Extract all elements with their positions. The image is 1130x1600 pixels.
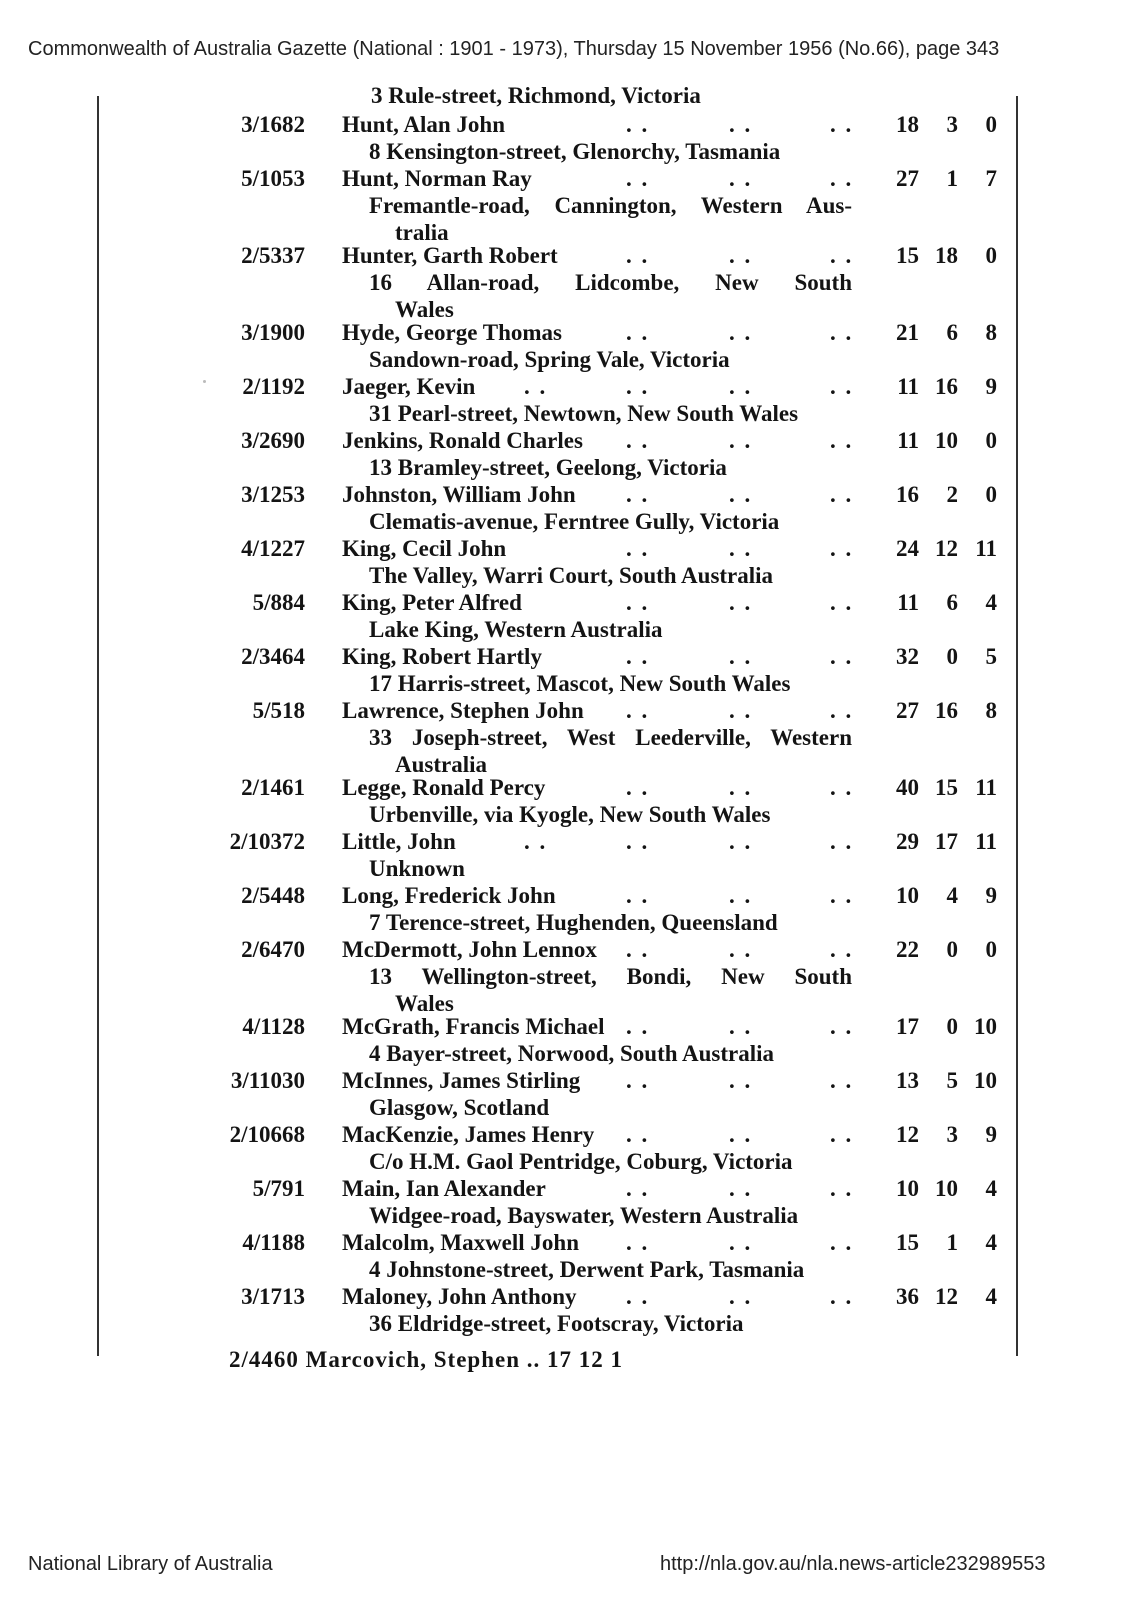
entry-address: C/o H.M. Gaol Pentridge, Coburg, Victoria	[369, 1149, 793, 1174]
entry-number: 5/791	[252, 1176, 305, 1201]
amount-pounds: 21	[896, 320, 919, 345]
entry-address: Wales	[395, 991, 454, 1016]
leader-dots: . .	[830, 482, 854, 507]
entry-address: The Valley, Warri Court, South Australia	[369, 563, 774, 588]
entry-address: 17 Harris-street, Mascot, New South Wales	[369, 671, 791, 696]
footer-library: National Library of Australia	[28, 1553, 273, 1575]
leader-dots: . .	[729, 1122, 753, 1147]
entry-name: Jenkins, Ronald Charles	[342, 428, 583, 453]
entry-number: 3/1253	[241, 482, 305, 507]
leader-dots: . .	[830, 112, 854, 137]
leader-dots: . .	[830, 166, 854, 191]
leader-dots: . .	[830, 320, 854, 345]
entry-address: Clematis-avenue, Ferntree Gully, Victoria	[369, 509, 780, 534]
amount-shillings: 6	[946, 320, 958, 345]
entry-address: Fremantle-road, Cannington, Western Aus-	[369, 193, 852, 218]
leader-dots: . .	[830, 590, 854, 615]
entry-name: Johnston, William John	[342, 482, 576, 507]
amount-pounds: 10	[896, 1176, 919, 1201]
amount-pounds: 13	[896, 1068, 919, 1093]
leader-dots: . .	[729, 937, 753, 962]
entry-name: Long, Frederick John	[342, 883, 556, 908]
amount-shillings: 17	[935, 829, 958, 854]
leader-dots: . .	[729, 428, 753, 453]
entry-address: 13 Wellington-street, Bondi, New South	[369, 964, 852, 989]
amount-pence: 11	[975, 536, 997, 561]
amount-pence: 9	[985, 883, 997, 908]
entry-address: Glasgow, Scotland	[369, 1095, 550, 1120]
amount-shillings: 16	[935, 698, 958, 723]
amount-pounds: 17	[896, 1014, 919, 1039]
leader-dots: . .	[626, 1230, 650, 1255]
amount-shillings: 18	[935, 243, 958, 268]
entry-number: 2/5337	[241, 243, 305, 268]
leader-dots: . .	[626, 829, 650, 854]
leader-dots: . .	[729, 1176, 753, 1201]
entry-name: Main, Ian Alexander	[342, 1176, 546, 1201]
leader-dots: . .	[524, 374, 548, 399]
entry-address: 4 Bayer-street, Norwood, South Australia	[369, 1041, 775, 1066]
amount-shillings: 15	[935, 775, 958, 800]
entry-name: MacKenzie, James Henry	[342, 1122, 595, 1147]
entry-address: 36 Eldridge-street, Footscray, Victoria	[369, 1311, 744, 1336]
amount-shillings: 3	[946, 1122, 958, 1147]
amount-pounds: 29	[896, 829, 919, 854]
entry-name: McGrath, Francis Michael	[342, 1014, 605, 1039]
entry-name: Little, John	[342, 829, 456, 854]
leader-dots: . .	[830, 644, 854, 669]
entry-address: 16 Allan-road, Lidcombe, New South	[369, 270, 852, 295]
entry-name: Hyde, George Thomas	[342, 320, 562, 345]
amount-shillings: 0	[946, 1014, 958, 1039]
entry-address: Lake King, Western Australia	[369, 617, 663, 642]
amount-pence: 0	[985, 937, 997, 962]
entry-address: Australia	[395, 752, 487, 777]
leader-dots: . .	[626, 590, 650, 615]
leader-dots: . .	[729, 1230, 753, 1255]
amount-pounds: 36	[896, 1284, 919, 1309]
entry-number: 2/3464	[241, 644, 305, 669]
amount-pounds: 15	[896, 243, 919, 268]
amount-shillings: 6	[946, 590, 958, 615]
amount-pence: 0	[985, 428, 997, 453]
entry-name: McDermott, John Lennox	[342, 937, 597, 962]
entry-number: 2/6470	[241, 937, 305, 962]
leader-dots: . .	[830, 536, 854, 561]
amount-pounds: 32	[896, 644, 919, 669]
amount-pence: 9	[985, 374, 997, 399]
entry-number: 4/1227	[241, 536, 305, 561]
amount-pence: 4	[985, 1230, 997, 1255]
leader-dots: . .	[626, 112, 650, 137]
amount-pence: 4	[985, 590, 997, 615]
leader-dots: . .	[830, 1284, 854, 1309]
amount-pence: 10	[974, 1014, 997, 1039]
entry-address: Unknown	[369, 856, 465, 881]
amount-pounds: 16	[896, 482, 919, 507]
amount-pence: 0	[985, 243, 997, 268]
leader-dots: . .	[729, 374, 753, 399]
entry-address: Wales	[395, 297, 454, 322]
leader-dots: . .	[626, 644, 650, 669]
amount-pence: 4	[985, 1176, 997, 1201]
leader-dots: . .	[729, 1068, 753, 1093]
entry-number: 5/1053	[241, 166, 305, 191]
leader-dots: . .	[830, 937, 854, 962]
entry-address: Sandown-road, Spring Vale, Victoria	[369, 347, 730, 372]
amount-shillings: 1	[946, 166, 958, 191]
leader-dots: . .	[626, 1014, 650, 1039]
leader-dots: . .	[729, 112, 753, 137]
amount-shillings: 10	[935, 428, 958, 453]
scan-speck	[203, 380, 206, 383]
entry-address: Urbenville, via Kyogle, New South Wales	[369, 802, 771, 827]
entry-name: Malcolm, Maxwell John	[342, 1230, 579, 1255]
leader-dots: . .	[626, 374, 650, 399]
leader-dots: . .	[626, 883, 650, 908]
partial-address-line: 3 Rule-street, Richmond, Victoria	[371, 83, 701, 108]
leader-dots: . .	[729, 829, 753, 854]
leader-dots: . .	[626, 1176, 650, 1201]
leader-dots: . .	[830, 428, 854, 453]
leader-dots: . .	[830, 1122, 854, 1147]
entry-address: tralia	[395, 220, 449, 245]
leader-dots: . .	[626, 243, 650, 268]
entry-number: 3/1900	[241, 320, 305, 345]
entry-number: 5/518	[252, 698, 305, 723]
amount-shillings: 12	[935, 1284, 958, 1309]
entry-number: 3/1682	[241, 112, 305, 137]
leader-dots: . .	[830, 775, 854, 800]
leader-dots: . .	[830, 829, 854, 854]
entry-number: 3/2690	[241, 428, 305, 453]
leader-dots: . .	[729, 1284, 753, 1309]
amount-pounds: 11	[897, 374, 919, 399]
partial-entry-line	[99, 1347, 623, 1373]
leader-dots: . .	[830, 1014, 854, 1039]
amount-pence: 0	[985, 112, 997, 137]
amount-pence: 10	[974, 1068, 997, 1093]
entry-address: 33 Joseph-street, West Leederville, Western	[369, 725, 852, 750]
leader-dots: . .	[626, 1068, 650, 1093]
amount-pounds: 24	[896, 536, 919, 561]
amount-pence: 0	[985, 482, 997, 507]
amount-shillings: 4	[946, 883, 958, 908]
entry-address: 13 Bramley-street, Geelong, Victoria	[369, 455, 727, 480]
amount-shillings: 0	[946, 937, 958, 962]
footer-url[interactable]: http://nla.gov.au/nla.news-article232989553	[660, 1553, 1046, 1575]
leader-dots: . .	[729, 590, 753, 615]
entry-name: Legge, Ronald Percy	[342, 775, 546, 800]
leader-dots: . .	[626, 698, 650, 723]
amount-pence: 8	[985, 320, 997, 345]
amount-shillings: 16	[935, 374, 958, 399]
leader-dots: . .	[729, 482, 753, 507]
entry-name: King, Cecil John	[342, 536, 507, 561]
amount-shillings: 5	[946, 1068, 958, 1093]
page-citation: Commonwealth of Australia Gazette (National : 1901 - 1973), Thursday 15 November 1956 (No.66), page 343	[28, 38, 1000, 60]
entry-address: 7 Terence-street, Hughenden, Queensland	[369, 910, 778, 935]
leader-dots: . .	[626, 482, 650, 507]
leader-dots: . .	[626, 1284, 650, 1309]
leader-dots: . .	[626, 428, 650, 453]
amount-pounds: 27	[896, 698, 919, 723]
entry-name: Hunt, Norman Ray	[342, 166, 532, 191]
amount-pence: 9	[985, 1122, 997, 1147]
entry-address: 8 Kensington-street, Glenorchy, Tasmania	[369, 139, 781, 164]
leader-dots: . .	[830, 1176, 854, 1201]
leader-dots: . .	[729, 775, 753, 800]
entry-number: 2/1461	[241, 775, 305, 800]
leader-dots: . .	[830, 698, 854, 723]
amount-shillings: 1	[946, 1230, 958, 1255]
leader-dots: . .	[729, 698, 753, 723]
amount-shillings: 2	[946, 482, 958, 507]
amount-pence: 7	[985, 166, 997, 191]
leader-dots: . .	[729, 536, 753, 561]
leader-dots: . .	[830, 1068, 854, 1093]
amount-pence: 8	[985, 698, 997, 723]
amount-shillings: 12	[935, 536, 958, 561]
amount-pounds: 27	[896, 166, 919, 191]
amount-shillings: 10	[935, 1176, 958, 1201]
entry-name: Maloney, John Anthony	[342, 1284, 577, 1309]
entry-number: 2/1192	[242, 374, 305, 399]
scanned-article	[97, 83, 1018, 1372]
entry-name: King, Robert Hartly	[342, 644, 542, 669]
entry-number: 2/10372	[229, 829, 305, 854]
amount-pence: 11	[975, 829, 997, 854]
leader-dots: . .	[729, 883, 753, 908]
leader-dots: . .	[729, 166, 753, 191]
amount-pounds: 22	[896, 937, 919, 962]
leader-dots: . .	[626, 166, 650, 191]
leader-dots: . .	[729, 243, 753, 268]
partial-entry-text: 2/4460 Marcovich, Stephen .. 17 12 1	[229, 1347, 623, 1372]
leader-dots: . .	[626, 536, 650, 561]
leader-dots: . .	[626, 1122, 650, 1147]
leader-dots: . .	[830, 1230, 854, 1255]
amount-pence: 11	[975, 775, 997, 800]
amount-pounds: 11	[897, 590, 919, 615]
entry-name: Jaeger, Kevin	[342, 374, 476, 399]
entry-number: 4/1128	[242, 1014, 305, 1039]
entry-name: McInnes, James Stirling	[342, 1068, 581, 1093]
leader-dots: . .	[830, 374, 854, 399]
amount-pence: 5	[985, 644, 997, 669]
entry-number: 3/11030	[230, 1068, 305, 1093]
amount-pounds: 11	[897, 428, 919, 453]
leader-dots: . .	[830, 883, 854, 908]
leader-dots: . .	[524, 829, 548, 854]
entry-address: 4 Johnstone-street, Derwent Park, Tasmania	[369, 1257, 805, 1282]
entry-number: 5/884	[252, 590, 305, 615]
leader-dots: . .	[729, 320, 753, 345]
leader-dots: . .	[626, 320, 650, 345]
amount-pounds: 12	[896, 1122, 919, 1147]
amount-pounds: 15	[896, 1230, 919, 1255]
entry-address: Widgee-road, Bayswater, Western Australia	[369, 1203, 799, 1228]
leader-dots: . .	[729, 644, 753, 669]
leader-dots: . .	[830, 243, 854, 268]
amount-shillings: 3	[946, 112, 958, 137]
entry-number: 2/5448	[241, 883, 305, 908]
entry-number: 2/10668	[229, 1122, 305, 1147]
entry-number: 3/1713	[241, 1284, 305, 1309]
amount-shillings: 0	[946, 644, 958, 669]
leader-dots: . .	[626, 775, 650, 800]
leader-dots: . .	[729, 1014, 753, 1039]
entry-name: Hunter, Garth Robert	[342, 243, 558, 268]
entry-name: Lawrence, Stephen John	[342, 698, 584, 723]
entry-address: 31 Pearl-street, Newtown, New South Wales	[369, 401, 799, 426]
amount-pounds: 18	[896, 112, 919, 137]
amount-pounds: 10	[896, 883, 919, 908]
amount-pounds: 40	[896, 775, 919, 800]
amount-pence: 4	[985, 1284, 997, 1309]
entry-name: Hunt, Alan John	[342, 112, 505, 137]
leader-dots: . .	[626, 937, 650, 962]
entry-number: 4/1188	[242, 1230, 305, 1255]
entry-name: King, Peter Alfred	[342, 590, 522, 615]
